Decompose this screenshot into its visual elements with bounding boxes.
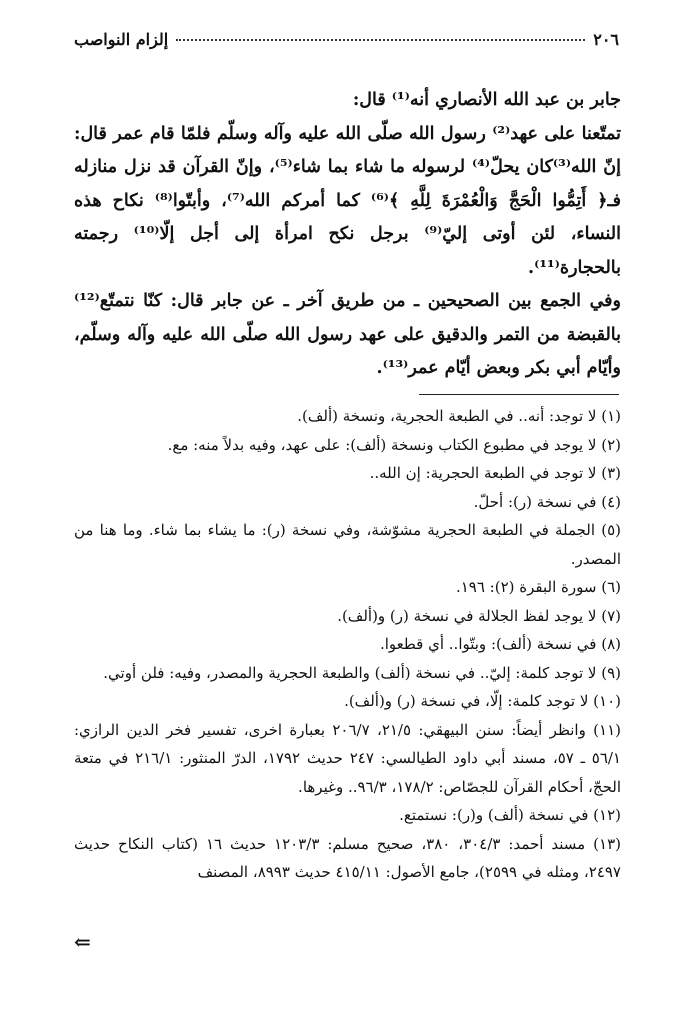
running-header: [74, 30, 619, 49]
main-text: [74, 84, 621, 386]
paragraph-3: وفي الجمع بين الصحيحين ـ من طريق آخر ـ عن جابر قال: كنّا نتمتّع⁽¹²⁾ بالقبضة من التمر والدقيق على عهد رسول الله صلّى الله عليه وآله وسلّم، وأيّام أبي بكر وبعض أيّام عمر⁽¹³⁾.: [74, 291, 621, 378]
footnote-12: (١٢) في نسخة (ألف) و(ر): نستمتع.: [399, 806, 621, 824]
footnote-9: (٩) لا توجد كلمة: إليّ.. في نسخة (ألف) والطبعة الحجرية والمصدر، وفيه: فلن أوتي.: [103, 663, 621, 682]
paragraph-1: جابر بن عبد الله الأنصاري أنه⁽¹⁾ قال:: [352, 90, 621, 110]
footnote-10: (١٠) لا توجد كلمة: إلّا، في نسخة (ر) و(ألف).: [344, 692, 621, 710]
footnote-5: (٥) الجملة في الطبعة الحجرية مشوّشة، وفي نسخة (ر): ما يشاء بما شاء. وما هنا من المصدر.: [74, 521, 621, 568]
footnote-2: (٢) لا يوجد في مطبوع الكتاب ونسخة (ألف): على عهد، وفيه بدلاً منه: مع.: [167, 435, 621, 454]
footnote-13: (١٣) مسند أحمد: ٣٠٤/٣، ٣٨٠، صحيح مسلم: ١٢٠٣/٣ حديث ١٦ (كتاب النكاح حديث ٢٤٩٧، ومثله في ٢٥٩٩)، جامع الأصول: ٤١٥/١١ حديث ٨٩٩٣، المصنف: [74, 834, 622, 881]
footnote-3: (٣) لا توجد في الطبعة الحجرية: إن الله..: [369, 464, 621, 482]
footnote-6: (٦) سورة البقرة (٢): ١٩٦.: [455, 578, 621, 596]
footnote-1: (١) لا توجد: أنه.. في الطبعة الحجرية، ونسخة (ألف).: [297, 407, 621, 425]
footnote-7: (٧) لا يوجد لفظ الجلالة في نسخة (ر) و(ألف).: [337, 606, 621, 625]
page-number: ٢٠٦: [593, 30, 619, 49]
footnote-11: (١١) وانظر أيضاً: سنن البيهقي: ٢١/٥، ٢٠٦/٧ بعبارة اخرى، تفسير فخر الدين الرازي: ٥٦/١ ـ ٥٧، مسند أبي داود الطيالسي: ٢٤٧ حديث ١٧٩٢، الدرّ المنثور: ٢١٦/١ في متعة الحجّ، أحكام القرآن للجصّاص: ١٧٨/٢، ٩٦/٣.. وغيرها.: [74, 720, 621, 796]
footnote-4: (٤) في نسخة (ر): أحلّ.: [473, 492, 621, 511]
book-title: إلزام النواصب: [74, 30, 169, 49]
paragraph-2: تمتّعنا على عهد⁽²⁾ رسول الله صلّى الله عليه وآله وسلّم فلمّا قام عمر قال: إنّ الله⁽³⁾كان يحلّ⁽⁴⁾ لرسوله ما شاء بما شاء⁽⁵⁾، وإنّ القرآن قد نزل منازله فـ﴿ أَتِمُّوا الْحَجَّ وَالْعُمْرَةَ لِلَّهِ ﴾⁽⁶⁾ كما أمركم الله⁽⁷⁾، وأبتّوا⁽⁸⁾ نكاح هذه النساء، لئن أوتى إليّ⁽⁹⁾ برجل نكح امرأة إلى أجل إلّا⁽¹⁰⁾ رجمته بالحجارة⁽¹¹⁾.: [74, 123, 621, 278]
footnotes: [74, 402, 621, 887]
footnote-8: (٨) في نسخة (ألف): وبتّوا.. أي قطعوا.: [379, 635, 621, 653]
continuation-arrow-icon: ⇐: [74, 930, 91, 954]
dot-leader: [176, 39, 585, 41]
footnote-separator: [419, 394, 619, 395]
